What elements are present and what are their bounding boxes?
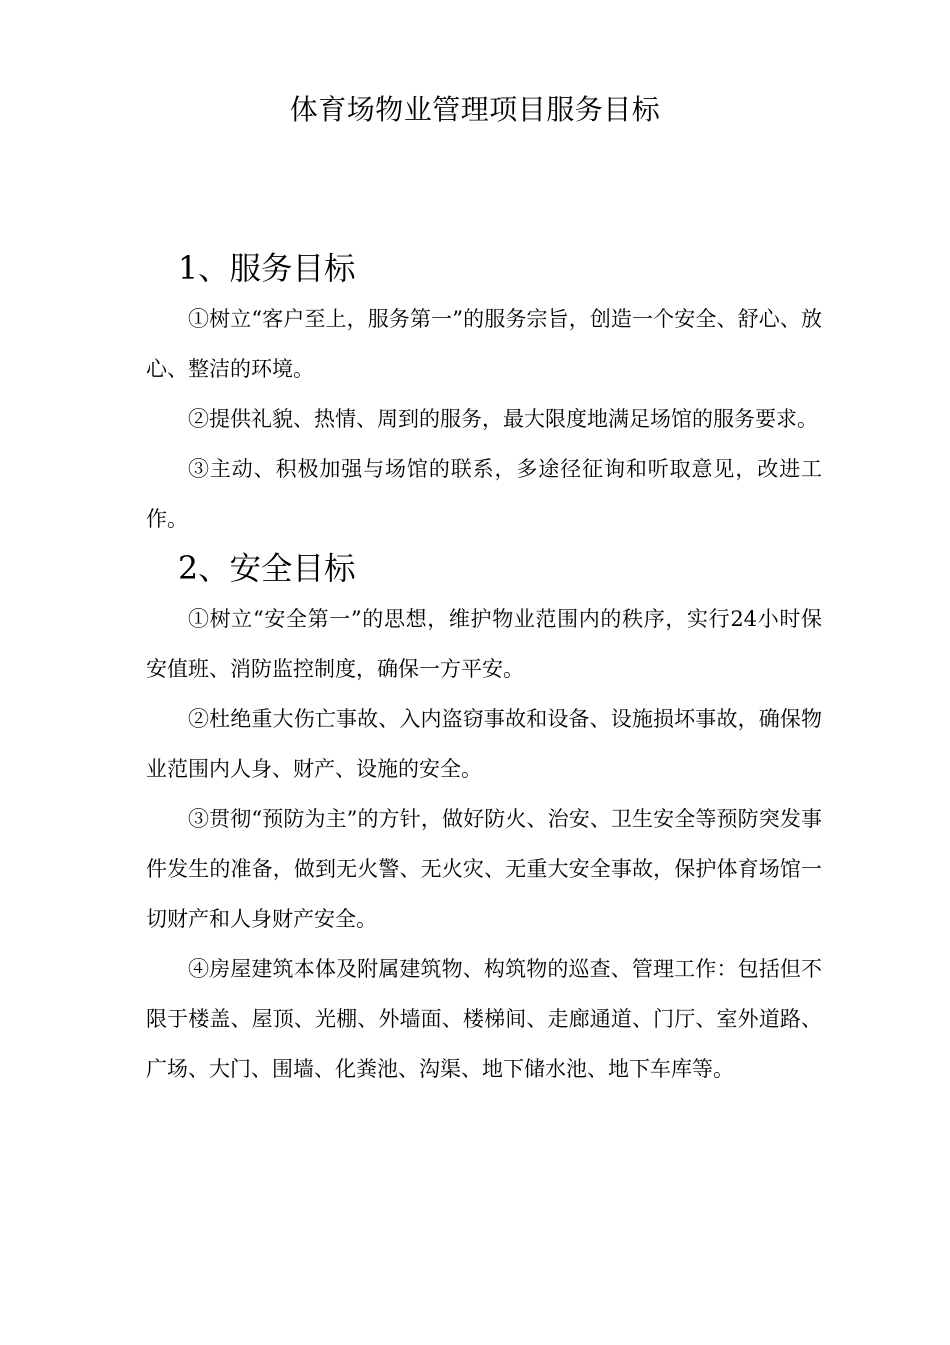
section-heading-service-goals: 1、服务目标 xyxy=(178,251,356,287)
safety-goal-item-4: ④房屋建筑本体及附属建筑物、构筑物的巡查、管理工作：包括但不限于楼盖、屋顶、光棚、外墙面、楼梯间、走廊通道、门厅、室外道路、广场、大门、围墙、化粪池、沟渠、地下储水池、地下车库等。 xyxy=(146,957,822,1081)
service-goal-item-3: ③主动、积极加强与场馆的联系，多途径征询和听取意见，改进工作。 xyxy=(146,457,822,531)
service-goal-item-2: ②提供礼貌、热情、周到的服务，最大限度地满足场馆的服务要求。 xyxy=(188,407,818,431)
service-goal-item-1: ①树立“客户至上，服务第一”的服务宗旨，创造一个安全、舒心、放心、整洁的环境。 xyxy=(146,307,822,381)
document-body xyxy=(146,244,822,1094)
section-heading-safety-goals: 2、安全目标 xyxy=(178,551,356,587)
safety-goal-item-2: ②杜绝重大伤亡事故、入内盗窃事故和设备、设施损坏事故，确保物业范围内人身、财产、设施的安全。 xyxy=(146,707,822,781)
safety-goal-item-1: ①树立“安全第一”的思想，维护物业范围内的秩序，实行24小时保安值班、消防监控制度，确保一方平安。 xyxy=(146,607,822,681)
document-title: 体育场物业管理项目服务目标 xyxy=(289,93,661,126)
safety-goal-item-3: ③贯彻“预防为主”的方针，做好防火、治安、卫生安全等预防突发事件发生的准备，做到无火警、无火灾、无重大安全事故，保护体育场馆一切财产和人身财产安全。 xyxy=(146,807,822,931)
